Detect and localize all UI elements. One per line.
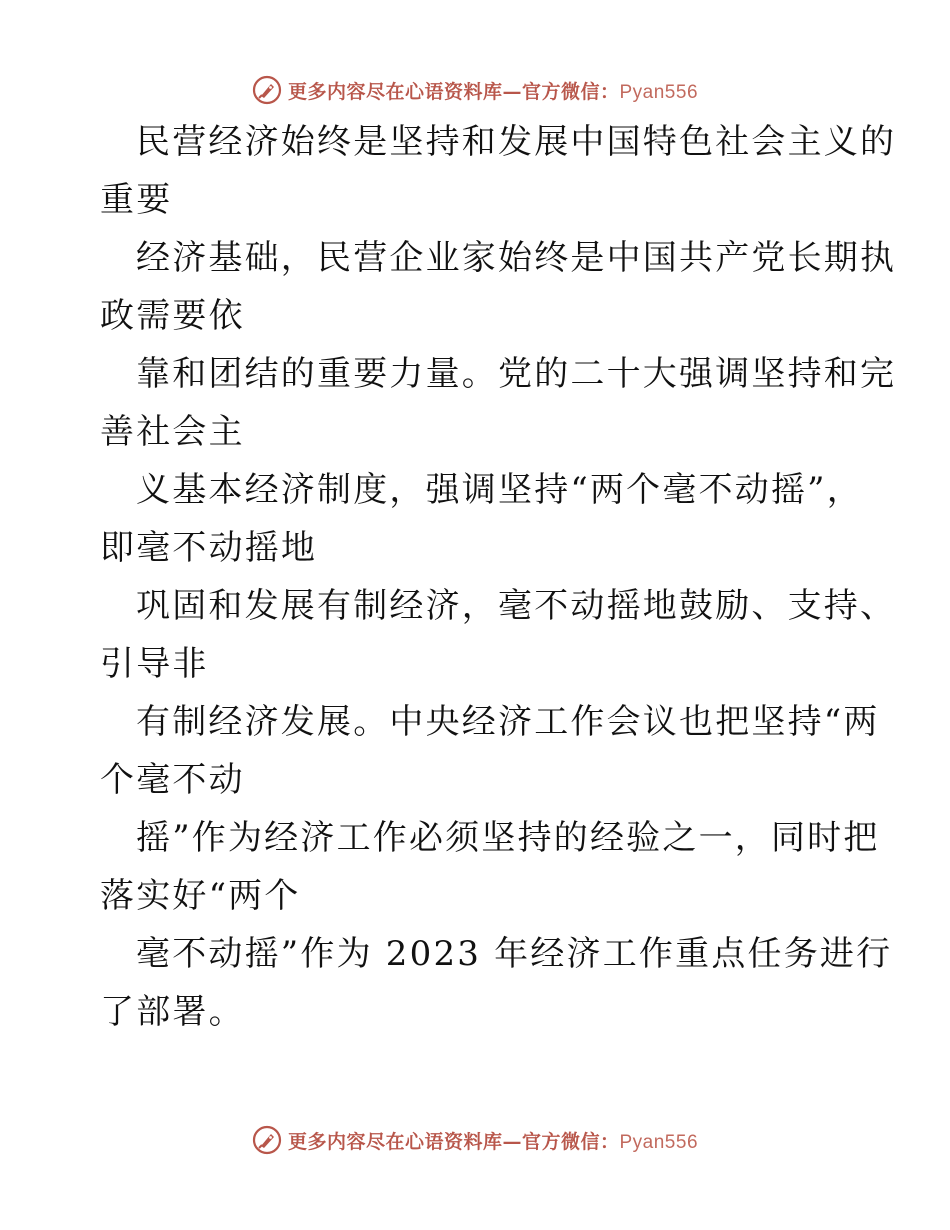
document-line: 摇”作为经济工作必须坚持的经验之一，同时把 — [136, 818, 880, 858]
document-line: 巩固和发展有制经济，毫不动摇地鼓励、支持、 — [136, 586, 897, 626]
document-line: 政需要依 — [100, 296, 245, 336]
document-line: 善社会主 — [100, 412, 245, 452]
document-line: 靠和团结的重要力量。党的二十大强调坚持和完 — [136, 354, 897, 394]
watermark-text — [288, 1127, 698, 1154]
watermark-handle: Pyan556 — [619, 1131, 699, 1153]
watermark-brand-text: 更多内容尽在心语资料库—官方微信： — [287, 80, 620, 103]
document-line: 了部署。 — [100, 992, 245, 1032]
header-watermark — [0, 70, 950, 110]
document-line: 经济基础，民营企业家始终是中国共产党长期执 — [136, 238, 897, 278]
pen-nib-logo-icon — [252, 1125, 282, 1155]
document-line: 个毫不动 — [100, 760, 245, 800]
document-line: 重要 — [100, 180, 173, 220]
watermark-handle: Pyan556 — [619, 81, 699, 103]
document-line: 义基本经济制度，强调坚持“两个毫不动摇”， — [136, 470, 863, 510]
document-line: 毫不动摇”作为 2023 年经济工作重点任务进行 — [136, 934, 893, 974]
document-line: 引导非 — [100, 644, 209, 684]
document-line: 落实好“两个 — [100, 876, 301, 916]
footer-watermark — [0, 1120, 950, 1160]
document-line: 有制经济发展。中央经济工作会议也把坚持“两 — [136, 702, 880, 742]
watermark-brand-text: 更多内容尽在心语资料库—官方微信： — [287, 1130, 620, 1153]
pen-nib-logo-icon — [252, 75, 282, 105]
document-line: 民营经济始终是坚持和发展中国特色社会主义的 — [136, 122, 897, 162]
watermark-text — [288, 77, 698, 104]
document-line: 即毫不动摇地 — [100, 528, 318, 568]
